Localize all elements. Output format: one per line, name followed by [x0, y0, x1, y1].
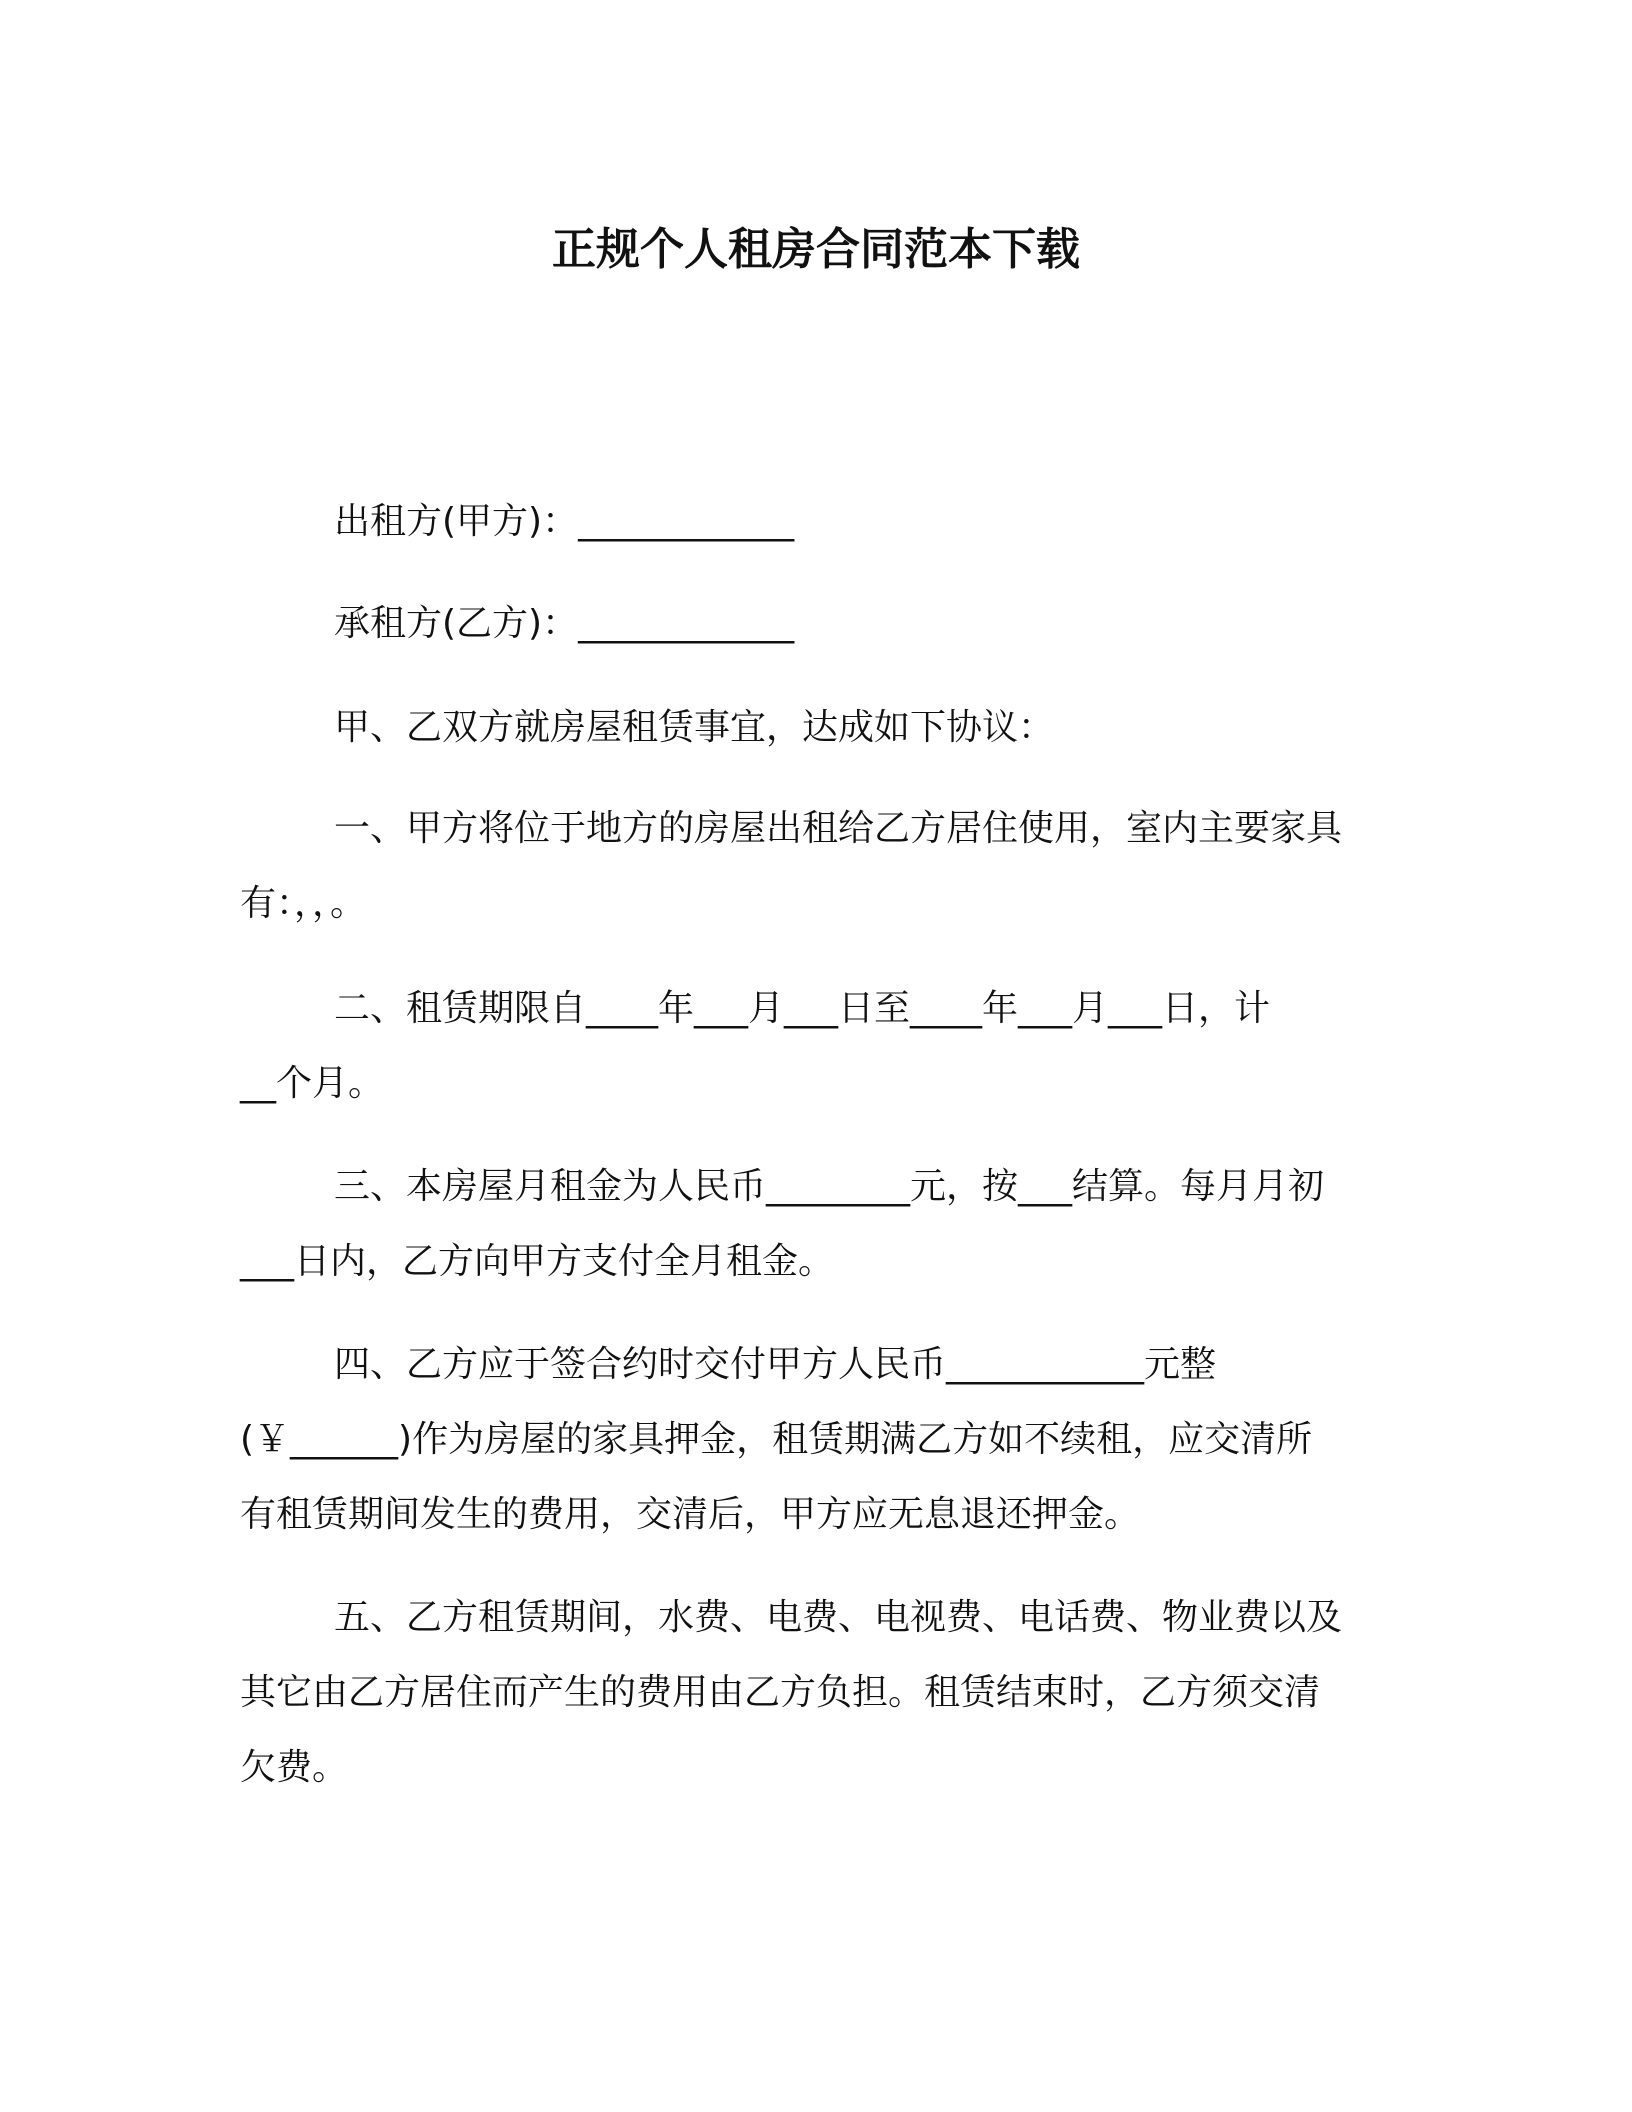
clause-3-line-1: 三、本房屋月租金为人民币________元，按___结算。每月月初: [334, 1166, 1325, 1207]
clause-3-line-2: ___日内，乙方向甲方支付全月租金。: [240, 1241, 835, 1282]
lessee-line: 承租方(乙方)：____________: [334, 603, 795, 644]
clause-5-line-3: 欠费。: [240, 1747, 349, 1788]
clause-2-line-2: __个月。: [240, 1063, 385, 1104]
lessor-line: 出租方(甲方)：____________: [334, 501, 795, 542]
document-title: 正规个人租房合同范本下载: [552, 224, 1080, 275]
clause-4-line-3: 有租赁期间发生的费用，交清后，甲方应无息退还押金。: [240, 1494, 1141, 1535]
agreement-intro: 甲、乙双方就房屋租赁事宜，达成如下协议：: [334, 707, 1055, 748]
clause-1-line-2: 有：，，。: [240, 883, 367, 924]
clause-4-line-1: 四、乙方应于签合约时交付甲方人民币___________元整: [334, 1344, 1217, 1385]
clause-5-line-2: 其它由乙方居住而产生的费用由乙方负担。租赁结束时，乙方须交清: [240, 1672, 1321, 1713]
clause-1-line-1: 一、甲方将位于地方的房屋出租给乙方居住使用，室内主要家具: [334, 808, 1343, 849]
clause-2-line-1: 二、租赁期限自____年___月___日至____年___月___日，计: [334, 988, 1271, 1029]
clause-5-line-1: 五、乙方租赁期间，水费、电费、电视费、电话费、物业费以及: [334, 1597, 1343, 1638]
clause-4-line-2: (￥______)作为房屋的家具押金，租赁期满乙方如不续租，应交清所: [240, 1419, 1313, 1460]
